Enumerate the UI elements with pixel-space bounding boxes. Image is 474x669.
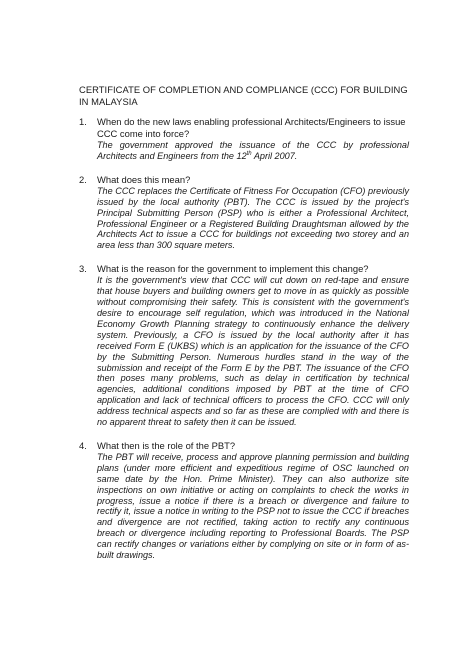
faq-question: What then is the role of the PBT? <box>97 439 236 451</box>
faq-answer: It is the government's view that CCC will cut down on red-tape and ensure that house buyers and building owners get to move in as quickly as possible without compromising their safety. This is consistent with the government's desire to encourage self regulation, which was introduced in the National Economy Growth Planning strategy to continuously enhance the delivery system. Previously, a CFO is issued by the local authority after it has received Form E (UKBS) which is an application for the issuance of the CFO by the Submitting Person. Numerous hurdles stand in the way of the submission and receipt of the Form E by the PBT. The issuance of the CFO then poses many problems, such as delay in certification by technical agencies, additional conditions imposed by PBT at the time of CFO application and lack of technical officers to process the CFO. CCC will only address technical aspects and so far as these are complied with and there is no apparent threat to safety then it can be issued. <box>97 275 409 428</box>
faq-item-1 <box>79 116 409 162</box>
faq-number: 2. <box>79 173 87 185</box>
faq-question: What does this mean? <box>97 173 191 185</box>
faq-answer-text: The government approved the issuance of the CCC by professional Architects and Engineers from the 12 <box>97 140 409 161</box>
faq-list <box>79 116 409 561</box>
faq-item-4 <box>79 440 409 561</box>
faq-question: When do the new laws enabling professional Architects/Engineers to issue CCC come into force? <box>97 116 406 139</box>
faq-number: 3. <box>79 263 87 275</box>
faq-answer <box>97 140 409 162</box>
faq-answer: The PBT will receive, process and approve planning permission and building plans (under more efficient and expeditious regime of OSC launched on same date by the Hon. Prime Minister). They can also authorize site inspections on own initiative or acting on complaints to check the works in progress, issue a notice if there is a breach or divergence and failure to rectify it, issue a notice in writing to the PSP not to issue the CCC if breaches and divergence are not rectified, taking action to rectify any continuous breach or divergence including reporting to Professional Boards. The PSP can rectify changes or variations either by complying on site or in form of as-built drawings. <box>97 451 409 561</box>
faq-question: What is the reason for the government to implement this change? <box>97 263 369 275</box>
faq-item-3 <box>79 263 409 428</box>
faq-item-2 <box>79 174 409 251</box>
faq-number: 1. <box>79 116 87 127</box>
faq-answer: The CCC replaces the Certificate of Fitness For Occupation (CFO) previously issued by the local authority (PBT). The CCC is issued by the project's Principal Submitting Person (PSP) who is either a Professional Architect, Professional Engineer or a Registered Building Draughtsman allowed by the Architects Act to issue a CCC for buildings not exceeding two storey and an area less than 300 square meters. <box>97 185 409 251</box>
document-title: CERTIFICATE OF COMPLETION AND COMPLIANCE (CCC) FOR BUILDING IN MALAYSIA <box>79 84 408 107</box>
ordinal-suffix: th <box>246 150 252 157</box>
faq-answer-text-end: April 2007. <box>251 150 298 161</box>
faq-number: 4. <box>79 439 87 451</box>
